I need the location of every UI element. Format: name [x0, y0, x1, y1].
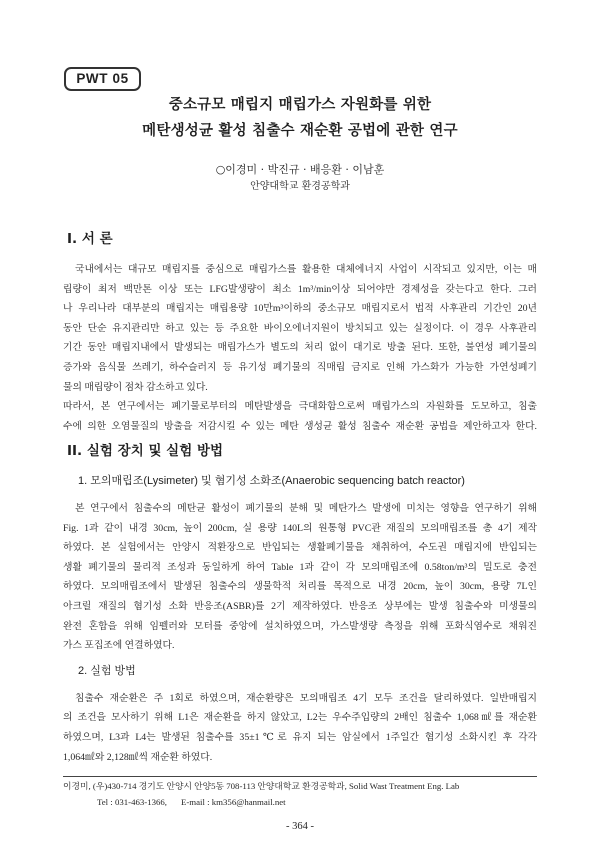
text-line: 1,064㎖와 2,128㎖씩 재순환 하였다. — [63, 751, 213, 763]
section-introduction — [63, 229, 537, 436]
text-line: 가스 포집조에 연결하였다. — [63, 640, 175, 652]
subsection-method — [63, 661, 537, 767]
paragraph — [63, 260, 537, 397]
text-line: 따라서, 본 연구에서는 폐기물로부터의 메탄발생을 극대화함으로써 매립가스의 자원화를 도모하고, 침출 — [63, 401, 537, 413]
text-line: Fig. 1과 같이 내경 30cm, 높이 200cm, 실 용량 140L의 원통형 PVC관 재질의 모의매립조를 총 4기 제작 — [63, 522, 537, 534]
text-line: 립량이 최저 백만톤 이상 또는 LFG발생량이 최소 1m³/min이상 되어야만 경제성을 갖는다고 한다. 그러 — [63, 283, 537, 295]
footnote-email: E-mail : km356@hanmail.net — [181, 796, 286, 807]
paper-title-line-1: 중소규모 매립지 매립가스 자원화를 위한 — [168, 97, 432, 113]
subsection-apparatus — [63, 471, 537, 656]
text-line: 아크릴 재질의 혐기성 소화 반응조(ASBR)를 2기 제작하였다. 반응조 상부에는 발생 침출수와 미생물의 — [63, 600, 537, 612]
footnote — [63, 779, 537, 810]
text-line: 완전 혼합을 위해 임펠러와 모터를 중앙에 설치하였으며, 가스발생량 측정을 위해 포화식염수로 채워진 — [63, 620, 537, 632]
footnote-contact — [63, 795, 537, 811]
paragraph — [63, 397, 537, 436]
text-line: 본 연구에서 침출수의 메탄균 활성이 폐기물의 분해 및 메탄가스 발생에 미치는 영향을 연구하기 위해 — [75, 503, 537, 514]
section-methods — [63, 441, 537, 767]
text-line: 하였다. 본 실험에서는 안양시 적환장으로 반입되는 생활폐기물을 채취하여, 수도권 매립지에 반입되는 — [63, 542, 537, 554]
footnote-address: 이경미, (우)430-714 경기도 안양시 안양5동 708-113 안양대학교 환경공학과, Solid Wast Treatment Eng. Lab — [63, 781, 460, 791]
text-line: 물의 매립량이 점차 감소하고 있다. — [63, 381, 208, 393]
text-line: 국내에서는 대규모 매립지를 중심으로 매립가스를 활용한 대체에너지 사업이 시작되고 있지만, 이는 매 — [75, 264, 537, 275]
page-number: - 364 - — [286, 821, 314, 832]
subsection-heading: 1. 모의매립조(Lysimeter) 및 혐기성 소화조(Anaerobic sequencing batch reactor) — [78, 475, 465, 487]
text-line: 기간 동안 매립지내에서 발생되는 매립가스가 별도의 처리 없이 대기로 방출 된다. 또한, 불연성 폐기물의 — [63, 342, 537, 354]
text-line: 증가와 음식물 쓰레기, 하수슬러지 등 유기성 폐기물의 직매립 금지로 인해 가스화가 가능한 가연성폐기 — [63, 361, 537, 373]
text-line: 나 우리나라 대부분의 매립지는 매립용량 10만m³이하의 중소규모 매립지로서 법적 사후관리 기간인 20년 — [63, 303, 537, 315]
text-line: 침출수 재순환은 주 1회로 하였으며, 재순환량은 모의매립조 4기 모두 조건을 달리하였다. 일반매립지 — [75, 692, 537, 704]
author-list: ○이경미 · 박진규 · 배응환 · 이남훈 — [215, 163, 385, 176]
session-code-badge — [64, 67, 141, 91]
subsection-heading: 2. 실험 방법 — [78, 664, 136, 677]
affiliation: 안양대학교 환경공학과 — [250, 181, 350, 192]
text-line: 의 조건을 모사하기 위해 L1은 재순환을 하지 않았고, L2는 우수주입량의 2배인 침출수 1,068㎖를 재순환 — [63, 712, 537, 724]
text-line: 생활 폐기물의 물리적 조성과 동일하게 하여 Table 1과 같이 각 모의매립조에 0.58ton/m³의 밀도로 충전 — [63, 561, 537, 573]
footnote-divider — [63, 776, 537, 777]
paragraph — [63, 689, 537, 767]
section-heading: II. 실험 장치 및 실험 방법 — [67, 443, 224, 459]
text-line: 수에 의한 오염물질의 방출을 저감시킬 수 있는 메탄 생성균 활성 침출수 재순환 공법을 제안하고자 한다. — [63, 420, 537, 432]
text-line: 동안 단순 유지관리만 하고 있는 등 주요한 바이오에너지원이 방치되고 있는 실정이다. 이 경우 사후관리 — [63, 322, 537, 334]
paper-title-line-2: 메탄생성균 활성 침출수 재순환 공법에 관한 연구 — [142, 123, 458, 139]
text-line: 하였다. 모의매립조에서 발생된 침출수의 생물학적 처리를 목적으로 내경 20cm, 높이 30cm, 용량 7L인 — [63, 581, 537, 593]
section-heading: I. 서 론 — [67, 231, 113, 247]
text-line: 하였으며, L3과 L4는 발생된 침출수를 35±1℃로 유지 되는 암실에서 1주일간 혐기성 소화시킨 후 각각 — [63, 731, 537, 743]
paragraph — [63, 499, 537, 656]
session-code: PWT 05 — [76, 71, 129, 86]
footnote-tel: Tel : 031-463-1366, — [97, 796, 167, 807]
